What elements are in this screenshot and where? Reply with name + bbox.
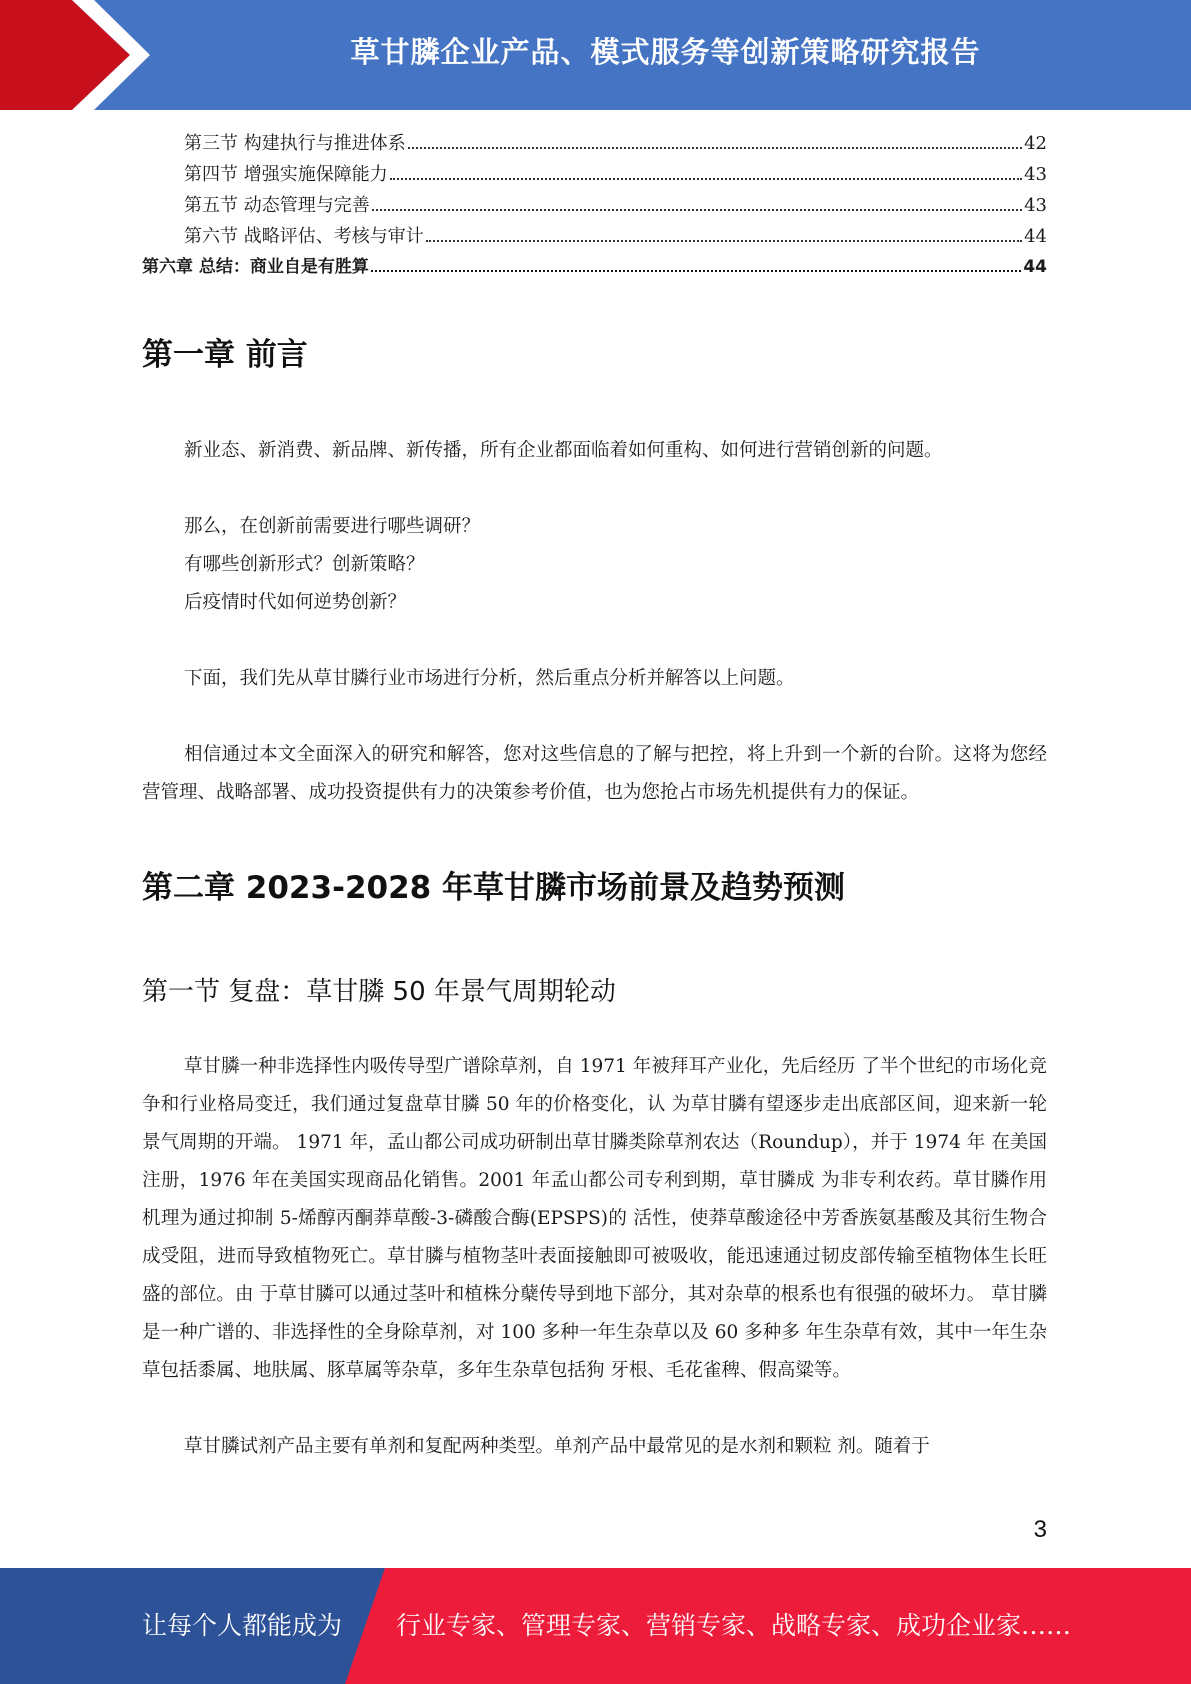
toc-entry[interactable] (142, 190, 1047, 221)
toc-entry-text: 第六节 战略评估、考核与审计 (184, 226, 424, 247)
paragraph: 草甘膦一种非选择性内吸传导型广谱除草剂，自 1971 年被拜耳产业化，先后经历 了半个世纪的市场化竞争和行业格局变迁，我们通过复盘草甘膦 50 年的价格变化，认 为草甘膦有望逐步走出底部区间，迎来新一轮景气周期的开端。 1971 年，孟山都公司成功研制出草甘膦类除草剂农达（Roundup），并于 1974 年 在美国注册，1976 年在美国实现商品化销售。2001 年孟山都公司专利到期，草甘膦成 为非专利农药。草甘膦作用机理为通过抑制 5-烯醇丙酮莽草酸-3-磷酸合酶(EPSPS)的 活性，使莽草酸途径中芳香族氨基酸及其衍生物合成受阻，进而导致植物死亡。草甘膦与植物茎叶表面接触即可被吸收，能迅速通过韧皮部传输至植物体生长旺盛的部位。由 于草甘膦可以通过茎叶和植株分蘖传导到地下部分，其对杂草的根系也有很强的破坏力。 草甘膦是一种广谱的、非选择性的全身除草剂，对 100 多种一年生杂草以及 60 多种多 年生杂草有效，其中一年生杂草包括黍属、地肤属、豚草属等杂草，多年生杂草包括狗 牙根、毛花雀稗、假高粱等。 (142, 1056, 1047, 1381)
chapter-heading: 第一章 前言 (142, 337, 308, 373)
toc-entry[interactable] (142, 159, 1047, 190)
toc-entry-text: 第四节 增强实施保障能力 (184, 164, 388, 185)
toc-entry-chapter[interactable] (142, 252, 1047, 283)
toc-page-number: 44 (1024, 226, 1047, 247)
table-of-contents (142, 128, 1047, 283)
report-title: 草甘膦企业产品、模式服务等创新策略研究报告 (350, 35, 981, 69)
page-footer (0, 1568, 1191, 1684)
toc-entry[interactable] (142, 221, 1047, 252)
toc-leader-dots (372, 209, 1022, 211)
toc-leader-dots (390, 178, 1022, 180)
toc-page-number: 44 (1023, 257, 1047, 277)
page-number: 3 (1033, 1516, 1047, 1543)
footer-slogan-right: 行业专家、管理专家、营销专家、战略专家、成功企业家…… (396, 1611, 1072, 1640)
toc-entry-text: 第六章 总结：商业自是有胜算 (142, 257, 369, 277)
question-line: 后疫情时代如何逆势创新？ (184, 592, 407, 613)
toc-entry-text: 第五节 动态管理与完善 (184, 195, 370, 216)
toc-leader-dots (408, 147, 1022, 149)
paragraph: 下面，我们先从草甘膦行业市场进行分析，然后重点分析并解答以上问题。 (184, 668, 795, 689)
toc-entry-text: 第三节 构建执行与推进体系 (184, 133, 406, 154)
footer-slogan-left: 让每个人都能成为 (142, 1611, 343, 1640)
page-header (0, 0, 1191, 110)
page-content (142, 128, 1047, 1466)
toc-page-number: 43 (1024, 195, 1047, 216)
paragraph: 新业态、新消费、新品牌、新传播，所有企业都面临着如何重构、如何进行营销创新的问题。 (184, 440, 943, 461)
toc-page-number: 43 (1024, 164, 1047, 185)
toc-leader-dots (426, 240, 1022, 242)
toc-leader-dots (371, 270, 1021, 272)
question-line: 有哪些创新形式？创新策略？ (184, 554, 425, 575)
chapter-heading: 第二章 2023-2028 年草甘膦市场前景及趋势预测 (142, 870, 846, 906)
toc-page-number: 42 (1024, 133, 1047, 154)
paragraph: 相信通过本文全面深入的研究和解答，您对这些信息的了解与把控，将上升到一个新的台阶。这将为您经营管理、战略部署、成功投资提供有力的决策参考价值，也为您抢占市场先机提供有力的保证。 (142, 744, 1047, 803)
toc-entry[interactable] (142, 128, 1047, 159)
question-line: 那么，在创新前需要进行哪些调研？ (184, 516, 481, 537)
paragraph: 草甘膦试剂产品主要有单剂和复配两种类型。单剂产品中最常见的是水剂和颗粒 剂。随着于 (184, 1436, 930, 1457)
section-heading: 第一节 复盘：草甘膦 50 年景气周期轮动 (142, 977, 616, 1007)
